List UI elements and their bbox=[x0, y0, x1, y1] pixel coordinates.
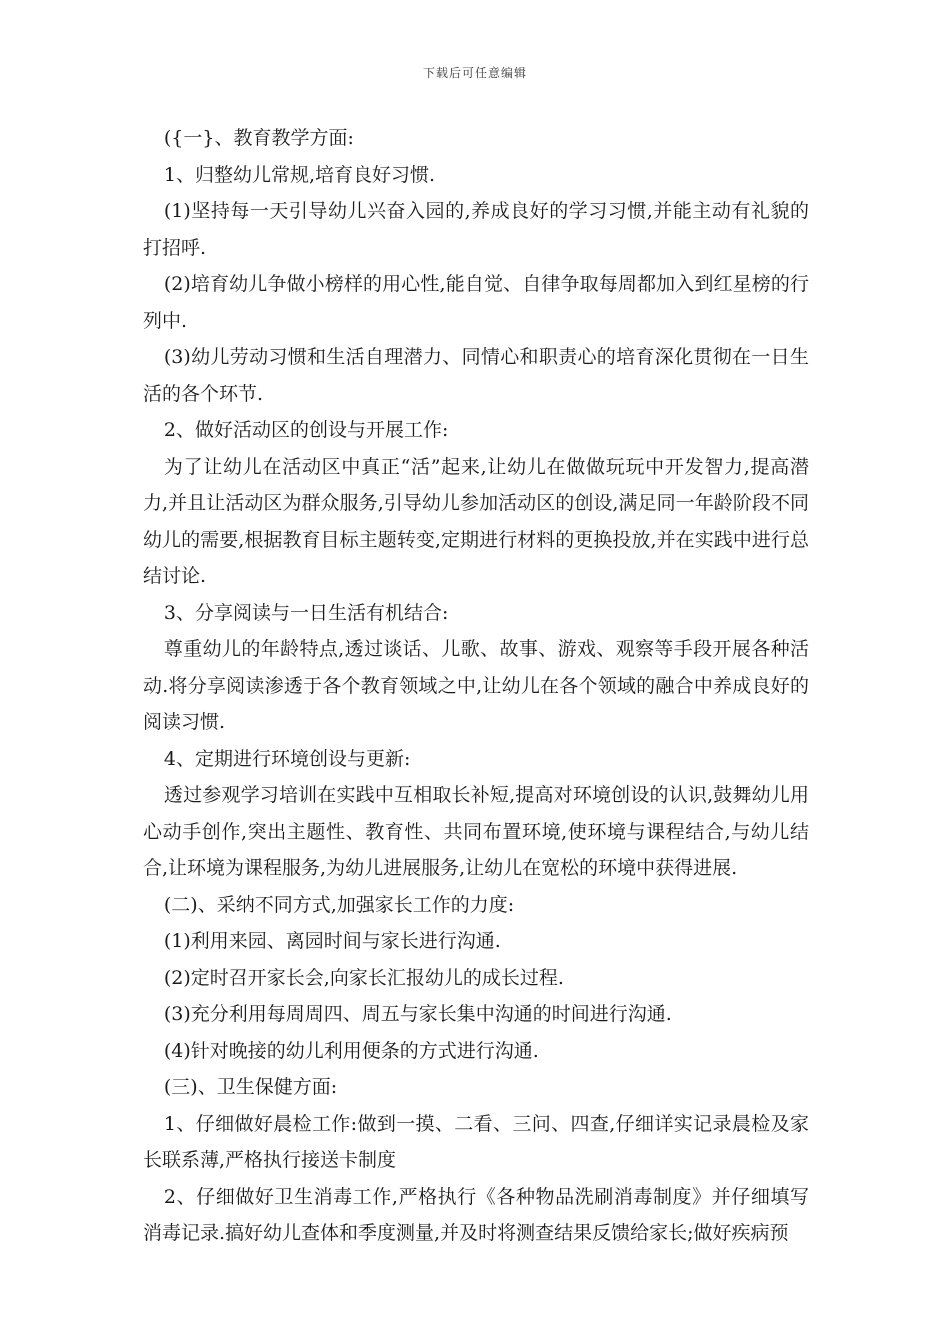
page-header: 下载后可任意编辑 bbox=[422, 66, 527, 80]
paragraph: 3、分享阅读与一日生活有机结合: bbox=[163, 601, 449, 624]
paragraph: 1、仔细做好晨检工作:做到一摸、二看、三问、四查,仔细详实记录晨检及家长联系薄,严格执行接送卡制度 bbox=[143, 1112, 809, 1171]
paragraph: (二)、采纳不同方式,加强家长工作的力度: bbox=[163, 893, 515, 916]
paragraph: (2)培育幼儿争做小榜样的用心性,能自觉、自律争取每周都加入到红星榜的行列中. bbox=[143, 273, 809, 332]
paragraph: (4)针对晚接的幼儿利用便条的方式进行沟通. bbox=[163, 1039, 539, 1062]
paragraph: (3)幼儿劳动习惯和生活自理潜力、同情心和职责心的培育深化贯彻在一日生活的各个环节. bbox=[143, 346, 809, 405]
paragraph: (3)充分利用每周周四、周五与家长集中沟通的时间进行沟通. bbox=[163, 1003, 672, 1025]
paragraph: 2、仔细做好卫生消毒工作,严格执行《各种物品洗刷消毒制度》并仔细填写消毒记录.搞好幼儿查体和季度测量,并及时将测查结果反馈给家长;做好疾病预 bbox=[143, 1185, 809, 1244]
paragraph: 为了让幼儿在活动区中真正“活”起来,让幼儿在做做玩玩中开发智力,提高潜力,并且让活动区为群众服务,引导幼儿参加活动区的创设,满足同一年龄阶段不同幼儿的需要,根据教育目标主题转变,定期进行材料的更换投放,并在实践中进行总结讨论. bbox=[143, 455, 809, 587]
paragraph: 2、做好活动区的创设与开展工作: bbox=[163, 419, 449, 441]
paragraph: (1)利用来园、离园时间与家长进行沟通. bbox=[163, 930, 501, 952]
paragraph: 1、归整幼儿常规,培育良好习惯. bbox=[163, 163, 436, 186]
paragraph: ({一}、教育教学方面: bbox=[163, 127, 354, 149]
document-body bbox=[143, 120, 809, 1252]
paragraph: 尊重幼儿的年龄特点,透过谈话、儿歌、故事、游戏、观察等手段开展各种活动.将分享阅读渗透于各个教育领域之中,让幼儿在各个领域的融合中养成良好的阅读习惯. bbox=[143, 638, 809, 733]
paragraph: 4、定期进行环境创设与更新: bbox=[163, 747, 411, 770]
paragraph: (三)、卫生保健方面: bbox=[163, 1076, 338, 1098]
paragraph: (1)坚持每一天引导幼儿兴奋入园的,养成良好的学习习惯,并能主动有礼貌的打招呼. bbox=[143, 200, 809, 259]
paragraph: (2)定时召开家长会,向家长汇报幼儿的成长过程. bbox=[163, 966, 564, 989]
paragraph: 透过参观学习培训在实践中互相取长补短,提高对环境创设的认识,鼓舞幼儿用心动手创作,突出主题性、教育性、共同布置环境,使环境与课程结合,与幼儿结合,让环境为课程服务,为幼儿进展服务,让幼儿在宽松的环境中获得进展. bbox=[143, 784, 809, 879]
